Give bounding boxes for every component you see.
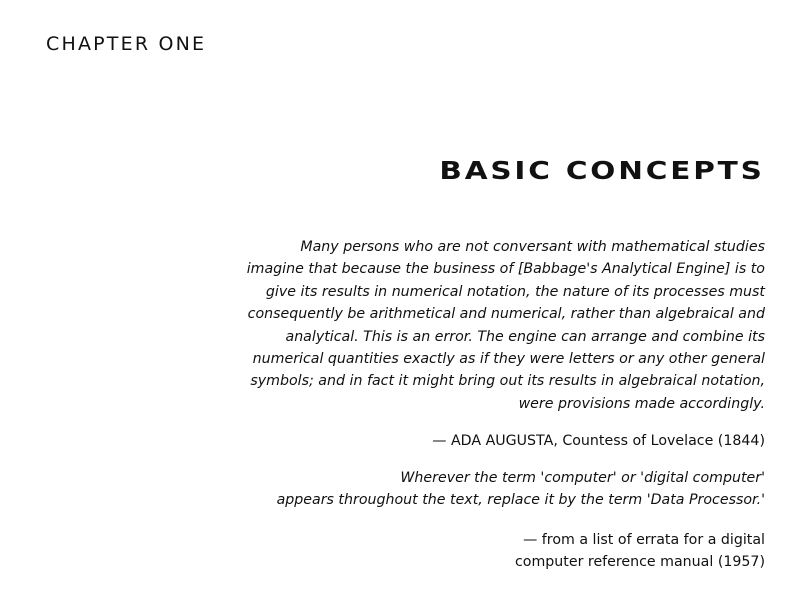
attribution-line: computer reference manual (1957)	[514, 554, 765, 571]
epigraph-line: symbols; and in fact it might bring out its results in algebraical notation,	[250, 373, 765, 390]
epigraph-line: were provisions made accordingly.	[518, 395, 765, 412]
chapter-label: CHAPTER ONE	[46, 33, 207, 55]
chapter-title: BASIC CONCEPTS	[439, 156, 765, 185]
epigraph-line: Wherever the term 'computer' or 'digital computer'	[400, 470, 765, 486]
epigraph-line: numerical quantities exactly as if they were letters or any other general	[252, 351, 765, 368]
epigraph-line: give its results in numerical notation, the nature of its processes must	[265, 283, 765, 300]
epigraph-line: appears throughout the text, replace it by the term 'Data Processor.'	[276, 492, 765, 509]
epigraph-line: consequently be arithmetical and numerical, rather than algebraical and	[247, 306, 765, 323]
epigraph-line: analytical. This is an error. The engine can arrange and combine its	[285, 328, 765, 345]
epigraph-lovelace	[165, 236, 765, 415]
epigraph-errata	[165, 467, 765, 512]
attribution-line: — from a list of errata for a digital	[523, 532, 765, 548]
epigraph-line: imagine that because the business of [Babbage's Analytical Engine] is to	[246, 261, 765, 278]
epigraph-errata-attribution	[515, 529, 765, 574]
epigraph-lovelace-attribution: — ADA AUGUSTA, Countess of Lovelace (1844)	[432, 433, 765, 449]
epigraph-line: Many persons who are not conversant with mathematical studies	[300, 239, 765, 255]
